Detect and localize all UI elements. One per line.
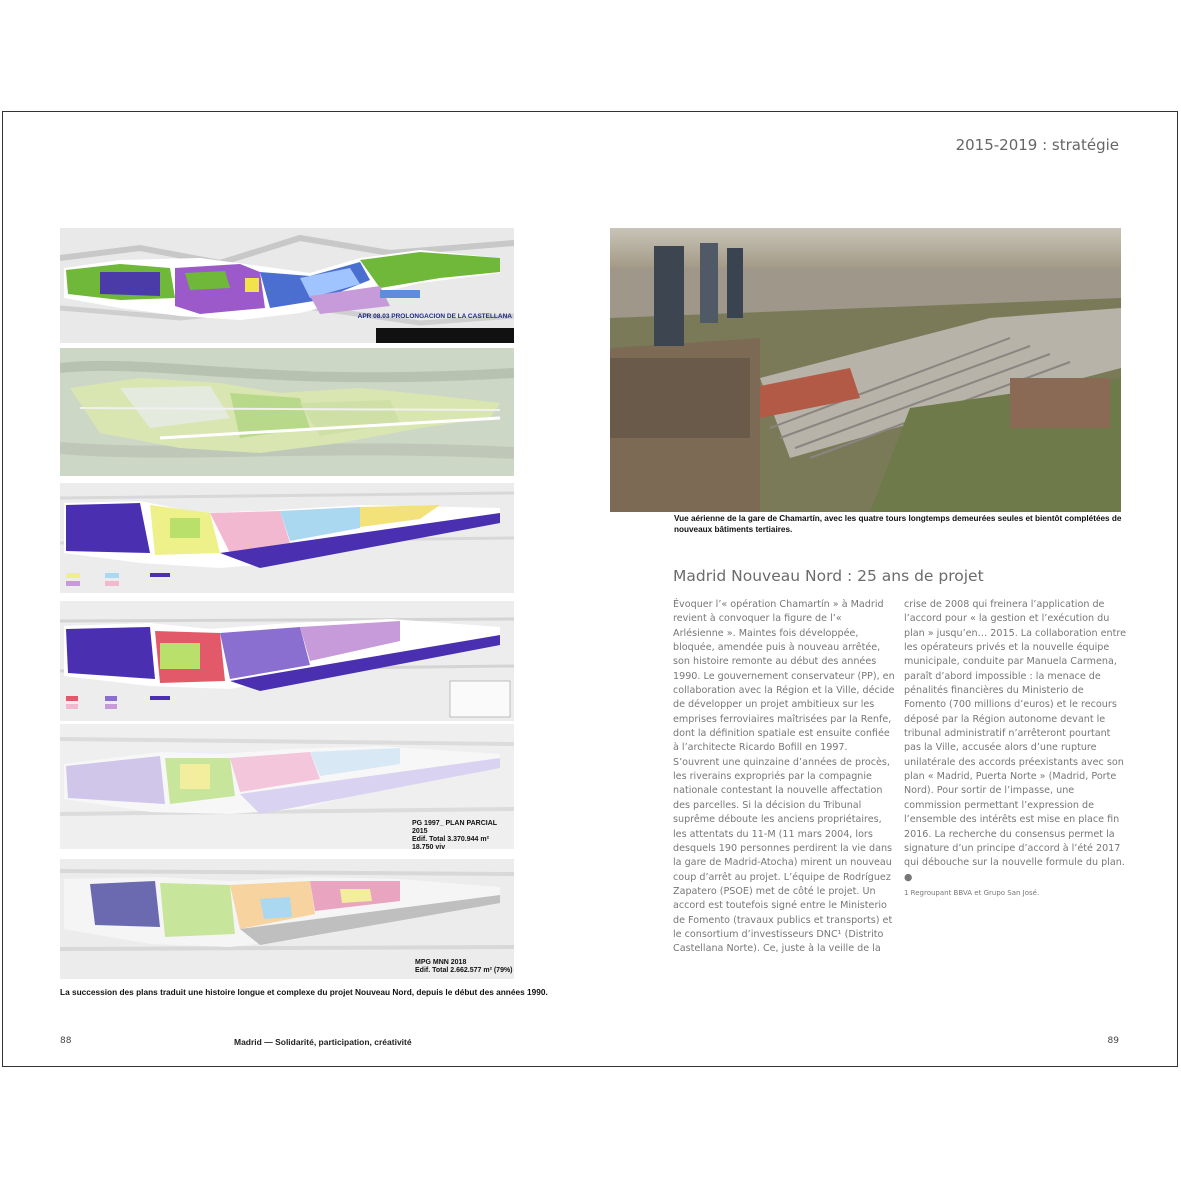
article-title: Madrid Nouveau Nord : 25 ans de projet: [673, 567, 984, 585]
plan-image-2: [60, 348, 514, 476]
plan-label-6: MPG MNN 2018 Edif. Total 2.662.577 m² (79%): [415, 959, 513, 974]
page-number-left: 88: [60, 1036, 72, 1046]
plan-image-6: [60, 859, 514, 979]
plan-image-3: [60, 483, 514, 593]
article-paragraph-2: crise de 2008 qui freinera l’application de l’accord pour « la gestion et l’exécution du plan » jusqu’en… 2015. La collaboration entre les opérateurs privés et la nouvelle équipe municipale, conduite par Manuela Carmena, paraît d’abord impossible : la menace de pénalités financières du Ministerio de Fomento (700 millions d’euros) et le recours déposé par la Région autonome devant le tribunal administratif n’arrêteront pourtant pas la Ville, accusée alors d’une rupture unilatérale des accords préexistants avec son plan « Madrid, Puerta Norte » (Madrid, Porte Nord). Pour sortir de l’impasse, une commission permettant l’expression de l’ensemble des intérêts est mise en place fin 2016. La recherche du consensus permet la signature d’un principe d’accord à l’été 2017 qui débouche sur la nouvelle formule du plan. ●: [904, 599, 1127, 883]
page-number-right: 89: [1107, 1036, 1119, 1046]
photo-caption: Vue aérienne de la gare de Chamartín, avec les quatre tours longtemps demeurées seules et bientôt complétées de nouveaux bâtiments tertiaires.: [674, 514, 1122, 534]
plans-caption: La succession des plans traduit une histoire longue et complexe du projet Nouveau Nord, depuis le début des années 1990.: [60, 987, 548, 997]
plan-image-4: [60, 601, 514, 721]
footnote: 1 Regroupant BBVA et Grupo San José.: [904, 889, 1040, 897]
running-footer: Madrid — Solidarité, participation, créativité: [234, 1037, 412, 1047]
plan-image-1: [60, 228, 514, 343]
aerial-photo: [610, 228, 1121, 512]
plan-label-5: PG 1997_ PLAN PARCIAL 2015 Edif. Total 3.370.944 m² 18.750 viv: [412, 820, 497, 849]
plan-image-5: [60, 724, 514, 849]
article-paragraph-1: Évoquer l’« opération Chamartín » à Madrid revient à convoquer la figure de l’« Arlésienne ». Maintes fois développée, bloquée, amendée puis à nouveau arrêtée, son histoire remonte au début des années 1990. Le gouvernement conservateur (PP), en collaboration avec la Région et la Ville, décide de développer un projet ambitieux sur les emprises ferroviaires maîtrisées par la Renfe, dont la définition spatiale est ensuite confiée à l’architecte Ricardo Bofill en 1997. S’ouvrent une quinzaine d’années de procès, les riverains expropriés par la compagnie nationale contestant la nouvelle affectation des parcelles. Si la décision du Tribunal suprême déboute les anciens propriétaires, les attentats du 11-M (11 mars 2004, lors desquels 190 personnes perdirent la vie dans la gare de Madrid-Atocha) mirent un nouveau coup d’arrêt au projet. L’équipe de Rodríguez Zapatero (PSOE) met de côté le projet. Un accord est toutefois signé entre le Ministerio de Fomento (travaux publics et transports) et le consortium d’investisseurs DNC¹ (Distrito Castellana Norte). Ce, juste à la veille de la: [673, 599, 895, 955]
article-column-1: [673, 598, 895, 957]
section-title: 2015-2019 : stratégie: [955, 136, 1119, 154]
book-spread: [2, 111, 1178, 1067]
article-column-2: [904, 598, 1126, 885]
plan-label-1: APR 08.03 PROLONGACION DE LA CASTELLANA: [357, 313, 512, 320]
